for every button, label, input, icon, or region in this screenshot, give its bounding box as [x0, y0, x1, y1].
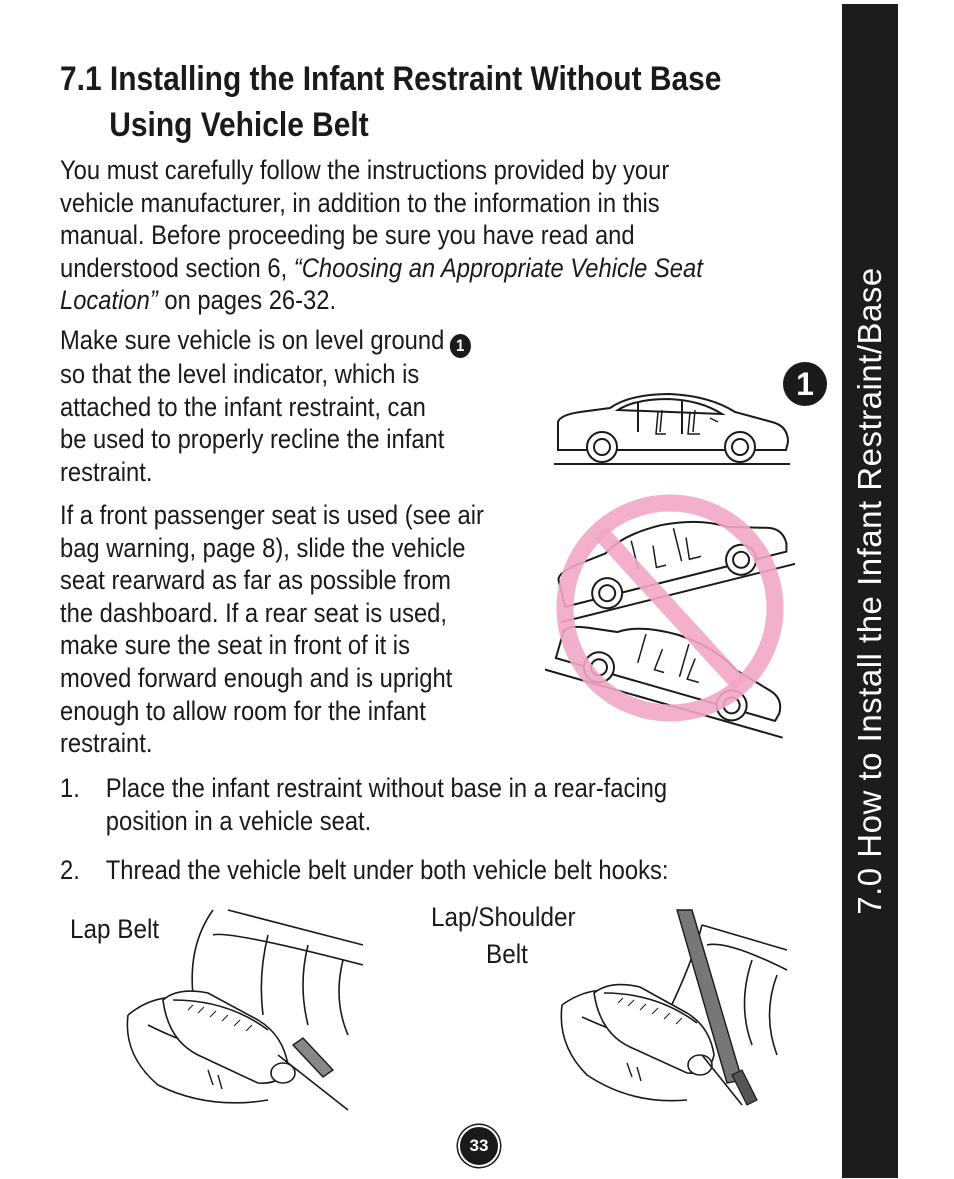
- step-one-marker-icon: 1: [450, 334, 471, 358]
- figure-marker-icon: 1: [783, 362, 827, 406]
- lap-shoulder-belt-label-line1: Lap/Shoulder: [431, 902, 576, 932]
- step-number: 1.: [60, 773, 80, 803]
- lap-belt-label: Lap Belt: [70, 914, 160, 944]
- lap-belt-illustration: [118, 905, 368, 1115]
- chapter-title: 7.0 How to Install the Infant Restraint/Base: [851, 267, 888, 915]
- section-heading: [60, 56, 721, 148]
- step-1: 1. Place the infant restraint without base in a rear-facing position in a vehicle seat.: [60, 773, 668, 836]
- car-level-illustration: [550, 390, 795, 470]
- intro-paragraph: You must carefully follow the instructions provided by your vehicle manufacturer, in addition to the information in this manual. Before proceeding be sure you have read and understood section 6, “Choosing an Appropriate Vehicle Seat Location” on pages 26-32.: [60, 155, 703, 316]
- step-2: 2. Thread the vehicle belt under both vehicle belt hooks:: [60, 855, 669, 885]
- heading-line-2: Using Vehicle Belt: [109, 106, 369, 144]
- heading-line-1: 7.1 Installing the Infant Restraint Without Base: [60, 60, 722, 98]
- car-sloped-prohibited-illustration: [545, 490, 795, 740]
- seat-position-paragraph: If a front passenger seat is used (see air bag warning, page 8), slide the vehicle seat rearward as far as possible from the dashboard. If a rear seat is used, make sure the seat in front of it is moved forward enough and is upright enough to allow room for the infant restraint.: [60, 500, 484, 759]
- lap-shoulder-belt-illustration: [552, 905, 792, 1120]
- lap-shoulder-belt-label-line2: Belt: [486, 939, 528, 969]
- level-ground-paragraph: Make sure vehicle is on level ground 1 so that the level indicator, which is attached to the infant restraint, can be used to properly recline the infant restraint.: [60, 324, 471, 488]
- page-number: 33: [458, 1125, 500, 1167]
- chapter-side-tab: [842, 4, 898, 1178]
- step-number: 2.: [60, 855, 80, 885]
